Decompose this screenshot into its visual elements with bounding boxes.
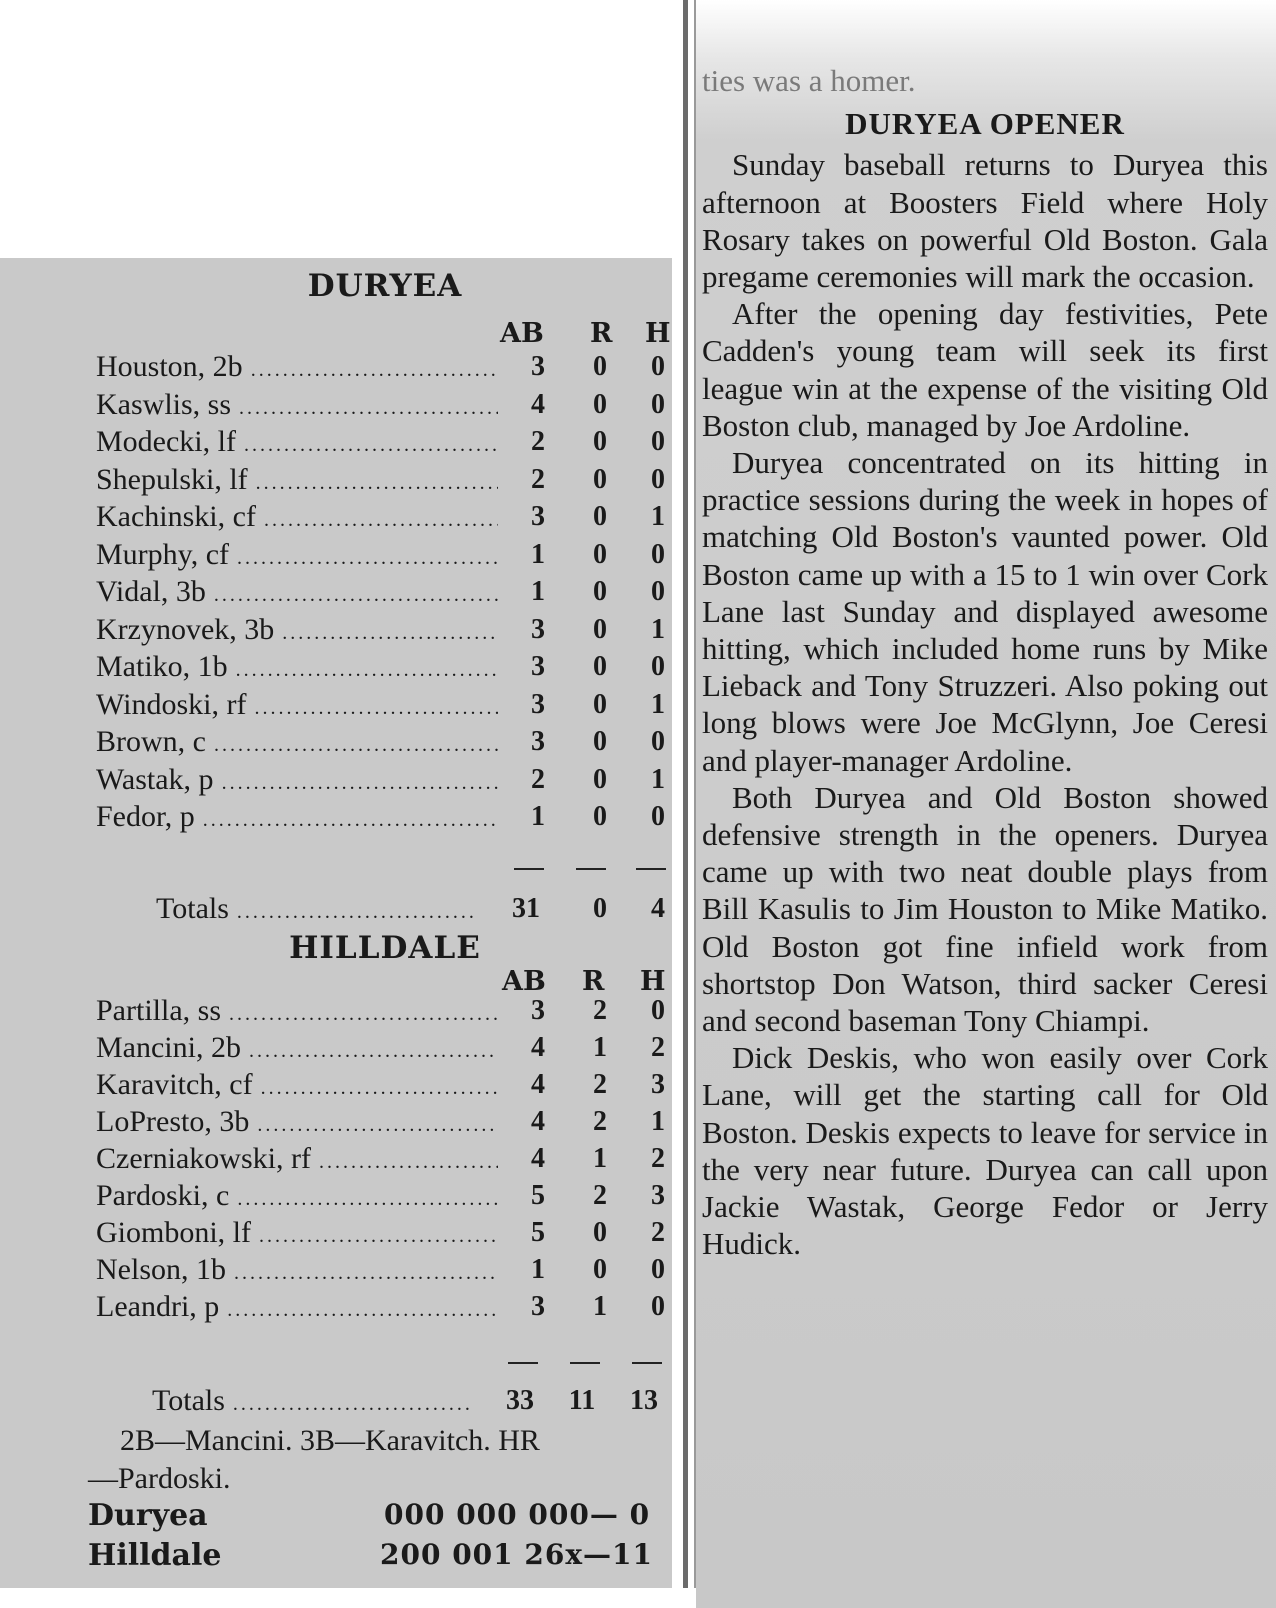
player-row bbox=[0, 1288, 672, 1326]
player-row bbox=[0, 386, 672, 424]
player-hits: 0 bbox=[651, 995, 665, 1026]
player-name: Modecki, lf ..... bbox=[96, 423, 498, 464]
line-score-team: Hilldale bbox=[88, 1538, 222, 1573]
duryea-total-rule-r bbox=[576, 868, 606, 870]
player-row bbox=[0, 686, 672, 724]
player-ab: 5 bbox=[531, 1217, 545, 1248]
player-row bbox=[0, 992, 672, 1030]
player-name: Wastak, p ..... bbox=[96, 761, 498, 802]
player-ab: 2 bbox=[531, 426, 545, 457]
duryea-h-header: H bbox=[645, 318, 671, 349]
duryea-totals-r: 0 bbox=[593, 893, 607, 924]
player-runs: 2 bbox=[593, 995, 607, 1026]
player-ab: 3 bbox=[531, 501, 545, 532]
player-ab: 3 bbox=[531, 613, 545, 645]
player-hits: 0 bbox=[651, 576, 665, 607]
player-ab: 5 bbox=[531, 1180, 545, 1211]
player-name: Mancini, 2b ..... bbox=[96, 1029, 498, 1070]
player-hits: 2 bbox=[651, 1032, 665, 1063]
player-name: Krzynovek, 3b ..... bbox=[96, 611, 498, 652]
line-score-innings: 200 001 26x—11 bbox=[380, 1538, 654, 1571]
player-hits: 0 bbox=[651, 1254, 665, 1285]
player-row bbox=[0, 1029, 672, 1067]
hilldale-r-header: R bbox=[582, 966, 605, 997]
article-headline: DURYEA OPENER bbox=[845, 106, 1125, 142]
player-ab: 3 bbox=[531, 351, 545, 382]
hilldale-totals-row bbox=[0, 1382, 672, 1420]
player-ab: 3 bbox=[531, 995, 545, 1026]
player-hits: 0 bbox=[651, 426, 665, 457]
player-name: Windoski, rf ..... bbox=[96, 686, 498, 727]
player-ab: 2 bbox=[531, 763, 545, 795]
player-row bbox=[0, 1066, 672, 1104]
player-name: Leandri, p ..... bbox=[96, 1288, 498, 1329]
player-ab: 4 bbox=[531, 1143, 545, 1174]
hilldale-total-rule-ab bbox=[508, 1362, 538, 1364]
player-row bbox=[0, 1103, 672, 1141]
player-runs: 2 bbox=[593, 1180, 607, 1211]
player-hits: 0 bbox=[651, 388, 665, 420]
player-row bbox=[0, 1214, 672, 1252]
player-ab: 4 bbox=[531, 1032, 545, 1063]
player-runs: 0 bbox=[593, 388, 607, 420]
player-hits: 0 bbox=[651, 1291, 665, 1322]
player-hits: 0 bbox=[651, 651, 665, 682]
player-hits: 0 bbox=[651, 801, 665, 832]
player-runs: 0 bbox=[593, 726, 607, 757]
player-row bbox=[0, 1251, 672, 1289]
player-name: Fedor, p ..... bbox=[96, 798, 498, 839]
line-score-hilldale bbox=[88, 1538, 668, 1578]
player-runs: 0 bbox=[593, 351, 607, 382]
player-row bbox=[0, 723, 672, 761]
player-ab: 1 bbox=[531, 538, 545, 570]
player-runs: 0 bbox=[593, 688, 607, 720]
player-name: Matiko, 1b ..... bbox=[96, 648, 498, 689]
player-name: Giomboni, lf ..... bbox=[96, 1214, 498, 1255]
player-runs: 0 bbox=[593, 538, 607, 570]
player-ab: 2 bbox=[531, 463, 545, 495]
player-name: Czerniakowski, rf ..... bbox=[96, 1140, 498, 1181]
player-name: Shepulski, lf ..... bbox=[96, 461, 498, 502]
player-runs: 0 bbox=[593, 651, 607, 682]
article-paragraph: Sunday baseball returns to Duryea this afternoon at Boosters Field where Holy Rosary takes on powerful Old Boston. Gala pregame ceremonies will mark the occasion. bbox=[702, 147, 1268, 295]
player-hits: 0 bbox=[651, 351, 665, 382]
player-row bbox=[0, 536, 672, 574]
player-row bbox=[0, 648, 672, 686]
article-paragraph: After the opening day festivities, Pete Cadden's young team will seek its first league win at the expense of the visiting Old Boston club, managed by Joe Ardoline. bbox=[702, 296, 1268, 443]
extra-base-hits-line1: 2B—Mancini. 3B—Karavitch. HR bbox=[120, 1424, 540, 1457]
duryea-totals-h: 4 bbox=[651, 893, 665, 924]
duryea-ab-header: AB bbox=[500, 318, 544, 349]
line-score-team: Duryea bbox=[88, 1498, 208, 1533]
player-runs: 0 bbox=[593, 576, 607, 607]
player-row bbox=[0, 611, 672, 649]
player-name: LoPresto, 3b ..... bbox=[96, 1103, 498, 1144]
player-ab: 1 bbox=[531, 801, 545, 832]
player-name: Partilla, ss ..... bbox=[96, 992, 498, 1033]
player-name: Murphy, cf ..... bbox=[96, 536, 498, 577]
column-rule bbox=[683, 0, 688, 1608]
player-hits: 2 bbox=[651, 1217, 665, 1248]
line-score-duryea bbox=[88, 1498, 668, 1538]
player-runs: 1 bbox=[593, 1032, 607, 1063]
player-runs: 2 bbox=[593, 1069, 607, 1100]
hilldale-totals-r: 11 bbox=[568, 1385, 596, 1416]
player-hits: 0 bbox=[651, 463, 665, 495]
extra-base-hits-line2: —Pardoski. bbox=[88, 1462, 231, 1495]
player-ab: 1 bbox=[531, 1254, 545, 1285]
hilldale-h-header: H bbox=[640, 966, 666, 997]
player-ab: 3 bbox=[531, 651, 545, 682]
player-row bbox=[0, 348, 672, 386]
player-name: Kachinski, cf ..... bbox=[96, 498, 498, 539]
player-row bbox=[0, 423, 672, 461]
player-runs: 1 bbox=[593, 1143, 607, 1174]
player-row bbox=[0, 461, 672, 499]
player-name: Nelson, 1b ..... bbox=[96, 1251, 498, 1292]
player-ab: 4 bbox=[531, 1069, 545, 1100]
player-runs: 0 bbox=[593, 426, 607, 457]
player-runs: 0 bbox=[593, 613, 607, 645]
player-row bbox=[0, 498, 672, 536]
player-runs: 0 bbox=[593, 1217, 607, 1248]
player-row bbox=[0, 798, 672, 836]
duryea-total-rule-h bbox=[636, 868, 666, 870]
player-name: Karavitch, cf ..... bbox=[96, 1066, 498, 1107]
player-hits: 0 bbox=[651, 538, 665, 570]
duryea-total-rule-ab bbox=[514, 868, 544, 870]
article-fragment: ties was a homer. bbox=[702, 63, 916, 98]
player-ab: 4 bbox=[531, 1106, 545, 1137]
duryea-r-header: R bbox=[590, 318, 613, 349]
player-runs: 0 bbox=[593, 501, 607, 532]
player-hits: 2 bbox=[651, 1143, 665, 1174]
player-runs: 0 bbox=[593, 463, 607, 495]
player-hits: 1 bbox=[651, 1106, 665, 1137]
hilldale-title: HILLDALE bbox=[289, 930, 481, 966]
player-hits: 1 bbox=[651, 688, 665, 720]
hilldale-ab-header: AB bbox=[502, 966, 546, 997]
player-hits: 1 bbox=[651, 501, 665, 532]
player-row bbox=[0, 1140, 672, 1178]
article-paragraph: Both Duryea and Old Boston showed defensive strength in the openers. Duryea came up with two neat double plays from Bill Kasulis to Jim Houston to Mike Matiko. Old Boston got fine infield work from shortstop Don Watson, third sacker Ceresi and second baseman Tony Chiampi. bbox=[702, 779, 1268, 1039]
line-score-innings: 000 000 000— 0 bbox=[384, 1498, 651, 1531]
player-row bbox=[0, 761, 672, 799]
player-runs: 1 bbox=[593, 1291, 607, 1322]
player-row bbox=[0, 1177, 672, 1215]
player-hits: 3 bbox=[651, 1180, 665, 1211]
duryea-totals-ab: 31 bbox=[512, 893, 540, 924]
player-ab: 1 bbox=[531, 576, 545, 607]
article-paragraph: Dick Deskis, who won easily over Cork Lane, will get the starting call for Old Boston. Deskis expects to leave for service in the very near future. Duryea can call upon Jackie Wastak, George Fedor or Jerry Hudick. bbox=[702, 1040, 1268, 1262]
duryea-totals-label: Totals ..... bbox=[156, 890, 476, 931]
player-hits: 1 bbox=[651, 763, 665, 795]
player-ab: 4 bbox=[531, 388, 545, 420]
page-margin bbox=[0, 1588, 696, 1608]
player-ab: 3 bbox=[531, 688, 545, 720]
duryea-title: DURYEA bbox=[307, 268, 463, 304]
player-name: Pardoski, c ..... bbox=[96, 1177, 498, 1218]
player-runs: 0 bbox=[593, 801, 607, 832]
article-column bbox=[702, 62, 1268, 1263]
hilldale-total-rule-h bbox=[632, 1362, 662, 1364]
article-paragraph: Duryea concentrated on its hitting in practice sessions during the week in hopes of matching Old Boston's vaunted power. Old Boston came up with a 15 to 1 win over Cork Lane last Sunday and displayed awesome hitting, which included home runs by Mike Lieback and Tony Struzzeri. Also poking out long blows were Joe McGlynn, Joe Ceresi and player-manager Ardoline. bbox=[702, 445, 1268, 778]
player-hits: 0 bbox=[651, 726, 665, 757]
player-ab: 3 bbox=[531, 726, 545, 757]
player-hits: 3 bbox=[651, 1069, 665, 1100]
player-name: Houston, 2b ..... bbox=[96, 348, 498, 389]
hilldale-totals-ab: 33 bbox=[506, 1385, 534, 1416]
hilldale-totals-label: Totals ..... bbox=[152, 1382, 472, 1423]
player-hits: 1 bbox=[651, 613, 665, 645]
hilldale-total-rule-r bbox=[570, 1362, 600, 1364]
player-runs: 0 bbox=[593, 763, 607, 795]
hilldale-totals-h: 13 bbox=[630, 1385, 658, 1416]
player-row bbox=[0, 573, 672, 611]
player-runs: 2 bbox=[593, 1106, 607, 1137]
player-ab: 3 bbox=[531, 1291, 545, 1322]
player-name: Vidal, 3b ..... bbox=[96, 573, 498, 614]
player-name: Kaswlis, ss ..... bbox=[96, 386, 498, 427]
duryea-totals-row bbox=[0, 890, 672, 928]
player-name: Brown, c ..... bbox=[96, 723, 498, 764]
player-runs: 0 bbox=[593, 1254, 607, 1285]
